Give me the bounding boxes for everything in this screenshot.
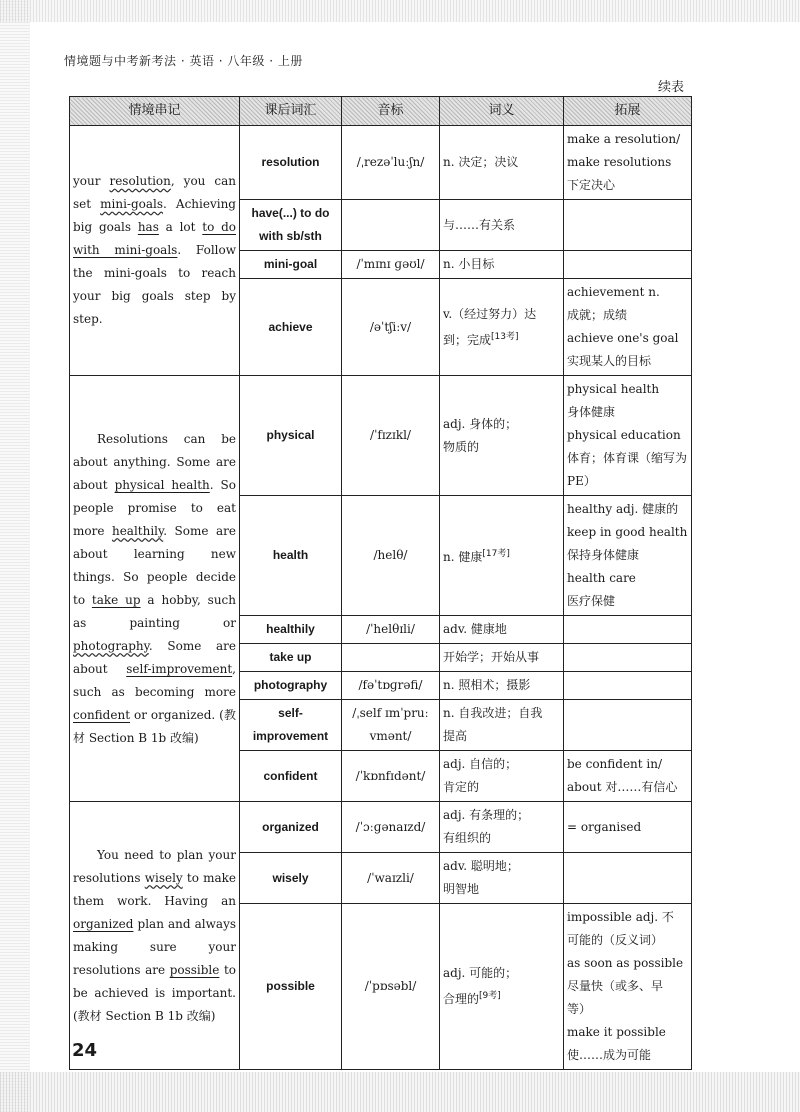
meaning-organized: adj. 有条理的； 有组织的 [440,802,564,853]
table-continued-label: 续表 [657,80,684,95]
meaning-have-to-do-with: 与……有关系 [440,200,564,251]
scan-margin-bottom [0,1072,800,1112]
meaning-mini-goal: n. 小目标 [440,251,564,279]
phonetic-wisely: /ˈwaɪzli/ [342,853,440,904]
phonetic-achieve: /əˈtʃiːv/ [342,279,440,376]
phonetic-organized: /ˈɔːɡənaɪzd/ [342,802,440,853]
meaning-photography: n. 照相术；摄影 [440,672,564,700]
table-row [70,126,692,200]
phonetic-have-to-do-with [342,200,440,251]
extension-take-up [564,644,692,672]
col-meaning: 词义 [440,97,564,126]
col-word: 课后词汇 [240,97,342,126]
extension-confident: be confident in/ about 对……有信心 [564,751,692,802]
page-header: 情境题与中考新考法 · 英语 · 八年级 · 上册 [64,54,303,68]
exam-count-badge: [9考] [479,991,501,1001]
table-header-row [70,97,692,126]
col-phonetic: 音标 [342,97,440,126]
word-wisely: wisely [240,853,342,904]
extension-mini-goal [564,251,692,279]
phonetic-health: /helθ/ [342,496,440,616]
meaning-resolution: n. 决定；决议 [440,126,564,200]
extension-wisely [564,853,692,904]
page-number: 24 [72,1040,98,1061]
word-health: health [240,496,342,616]
word-physical: physical [240,376,342,496]
phonetic-resolution: /ˌrezəˈluːʃn/ [342,126,440,200]
word-resolution: resolution [240,126,342,200]
extension-possible: impossible adj. 不 可能的（反义词） as soon as possible 尽量快（或多、早 等） make it possible 使……成为可能 [564,904,692,1070]
word-possible: possible [240,904,342,1070]
extension-have-to-do-with [564,200,692,251]
context-paragraph-3: You need to plan your resolutions wisely to make them work. Having an organized plan and always making sure your resolutions are possible to be achieved is important. (教材 Section B 1b 改编) [70,802,240,1070]
context-paragraph-2: Resolutions can be about anything. Some are about physical health. So people promise to eat more healthily. Some are about learning new things. So people decide to take up a hobby, such as painting or photography. Some are about self-improvement, such as becoming more confident or organized. (教材 Section B 1b 改编) [70,376,240,802]
word-healthily: healthily [240,616,342,644]
meaning-wisely: adv. 聪明地； 明智地 [440,853,564,904]
context-paragraph-1: your resolution, you can set mini-goals. Achieving big goals has a lot to do with mini-goals. Follow the mini-goals to reach your big goals step by step. [70,126,240,376]
extension-self-improvement [564,700,692,751]
word-self-improvement: self- improvement [240,700,342,751]
phonetic-healthily: /ˈhelθɪli/ [342,616,440,644]
word-mini-goal: mini-goal [240,251,342,279]
phonetic-self-improvement: /ˌself ɪmˈpruː vmənt/ [342,700,440,751]
meaning-physical: adj. 身体的； 物质的 [440,376,564,496]
table-row [70,376,692,496]
scan-margin-left [0,0,30,1112]
exam-count-badge: [17考] [482,548,510,559]
phonetic-confident: /ˈkɒnfɪdənt/ [342,751,440,802]
word-confident: confident [240,751,342,802]
extension-organized: = organised [564,802,692,853]
col-context: 情境串记 [70,97,240,126]
meaning-healthily: adv. 健康地 [440,616,564,644]
col-extension: 拓展 [564,97,692,126]
scan-margin-top [0,0,800,22]
extension-achieve: achievement n. 成就；成绩 achieve one's goal 实现某人的目标 [564,279,692,376]
meaning-self-improvement: n. 自我改进；自我 提高 [440,700,564,751]
word-organized: organized [240,802,342,853]
word-photography: photography [240,672,342,700]
meaning-achieve: v.（经过努力）达到；完成[13考] [440,279,564,376]
extension-physical: physical health 身体健康 physical education 体育；体育课（缩写为 PE） [564,376,692,496]
meaning-confident: adj. 自信的； 肯定的 [440,751,564,802]
extension-health: healthy adj. 健康的 keep in good health 保持身体健康 health care 医疗保健 [564,496,692,616]
phonetic-mini-goal: /ˈmɪnɪ ɡəʊl/ [342,251,440,279]
phonetic-possible: /ˈpɒsəbl/ [342,904,440,1070]
extension-resolution: make a resolution/ make resolutions 下定决心 [564,126,692,200]
word-take-up: take up [240,644,342,672]
phonetic-photography: /fəˈtɒɡrəfi/ [342,672,440,700]
extension-healthily [564,616,692,644]
word-have-to-do-with: have(...) to do with sb/sth [240,200,342,251]
table-row [70,802,692,853]
phonetic-physical: /ˈfɪzɪkl/ [342,376,440,496]
meaning-possible: adj. 可能的； 合理的[9考] [440,904,564,1070]
word-achieve: achieve [240,279,342,376]
meaning-take-up: 开始学；开始从事 [440,644,564,672]
extension-photography [564,672,692,700]
phonetic-take-up [342,644,440,672]
meaning-health: n. 健康[17考] [440,496,564,616]
exam-count-badge: [13考] [491,331,519,342]
vocabulary-table [69,96,692,1070]
